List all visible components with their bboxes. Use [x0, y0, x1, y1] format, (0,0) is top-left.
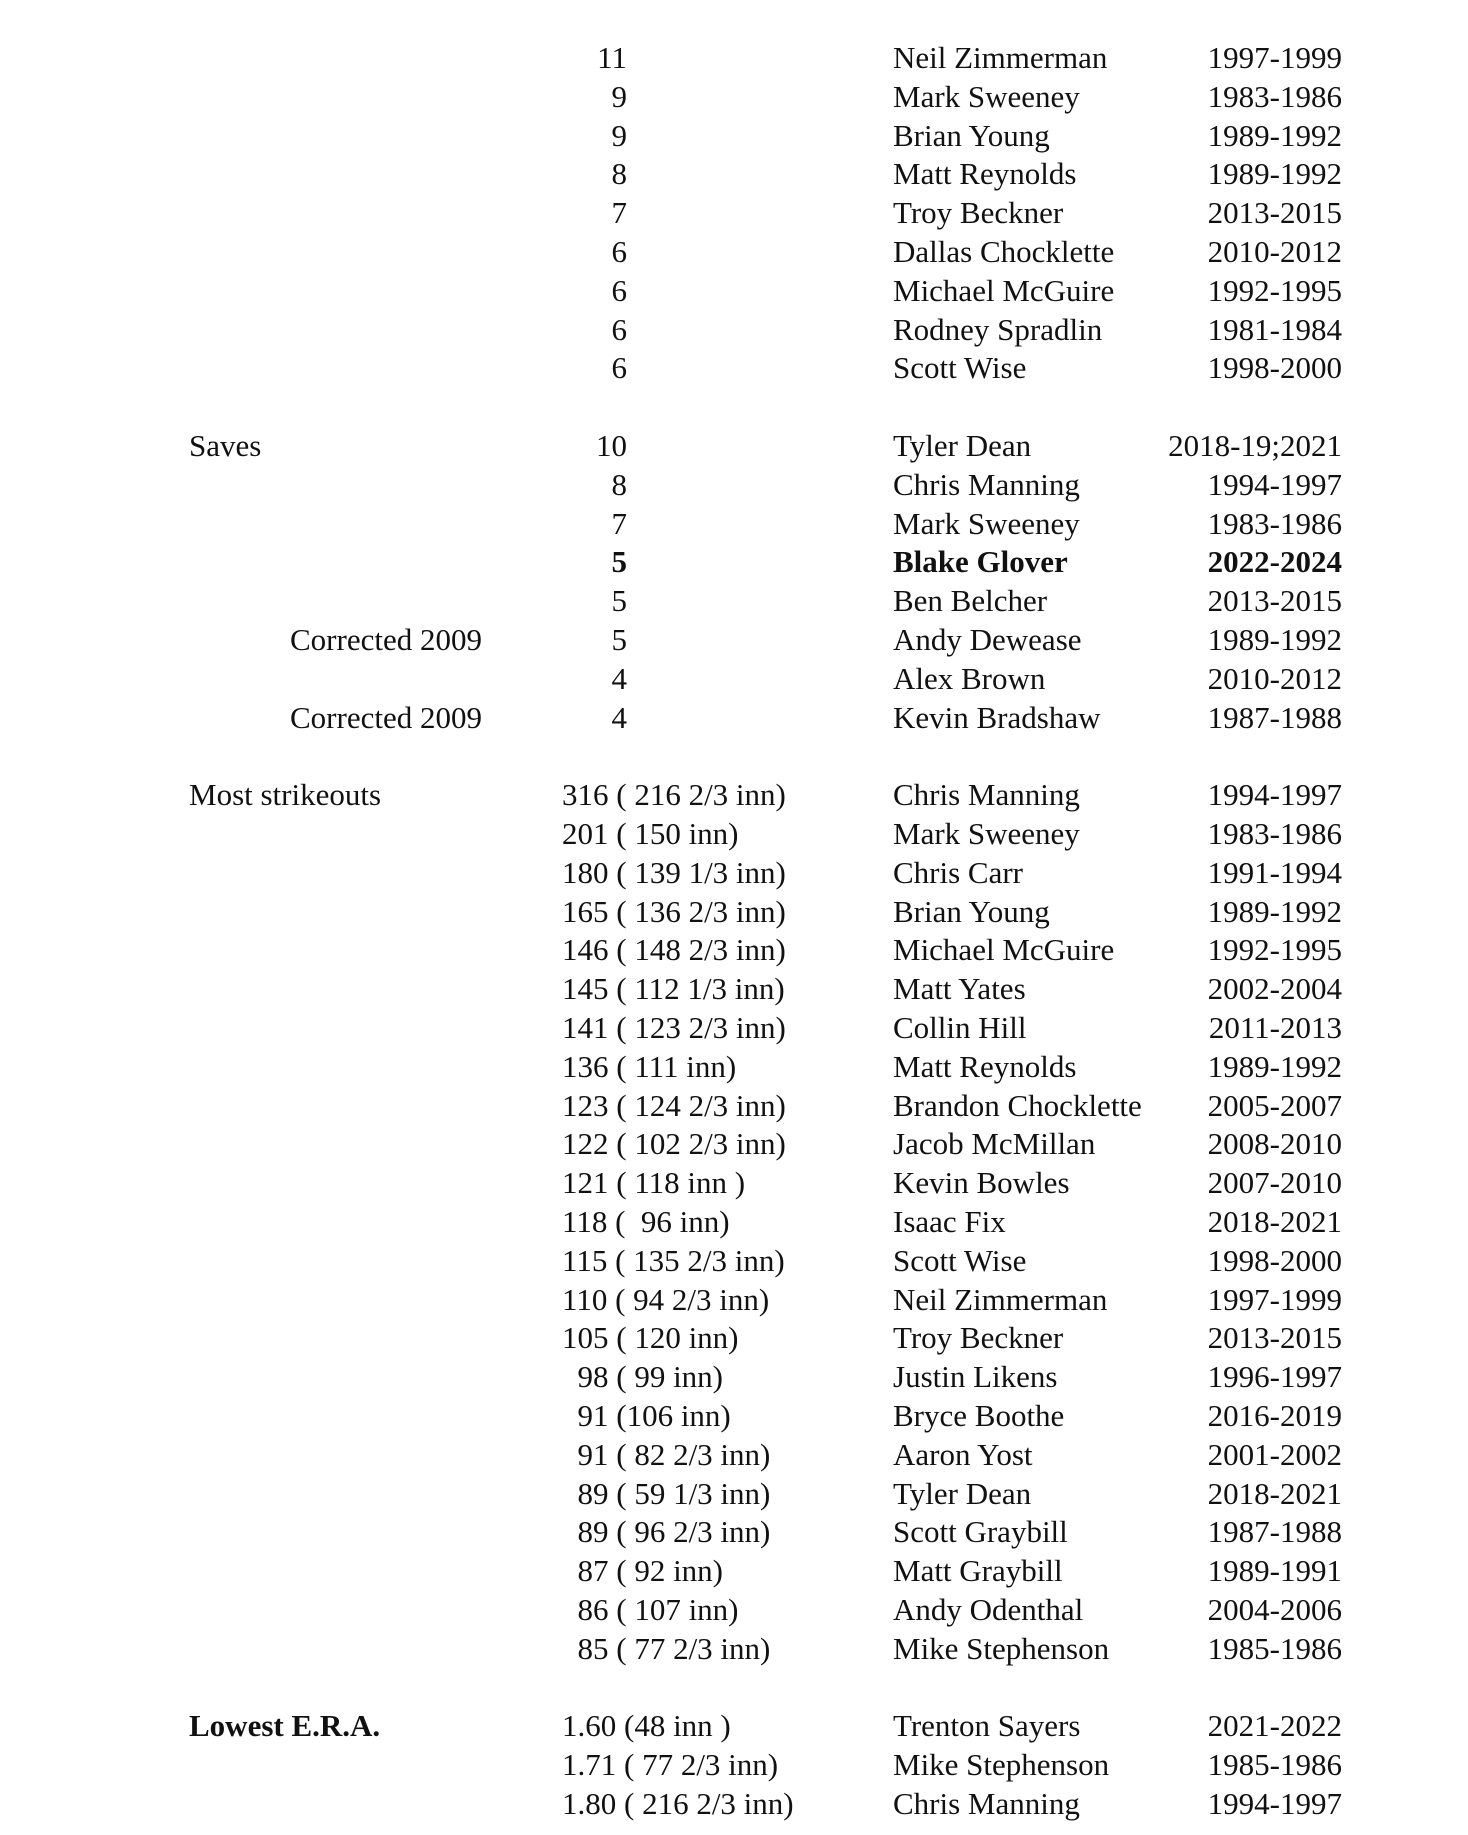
- record-row: [0, 1163, 1468, 1202]
- years-played: 1994-1997: [1207, 1786, 1342, 1821]
- player-name: Andy Dewease: [893, 622, 1082, 657]
- years-played: 2007-2010: [1207, 1165, 1342, 1201]
- record-row: [0, 232, 1468, 271]
- record-value: 85 ( 77 2/3 inn): [562, 1630, 771, 1666]
- record-row: [0, 504, 1468, 543]
- record-row: [0, 193, 1468, 232]
- player-name: Mark Sweeney: [893, 505, 1080, 541]
- record-value: 7: [611, 195, 627, 231]
- record-row: [0, 310, 1468, 349]
- player-name: Neil Zimmerman: [893, 40, 1108, 75]
- record-row: [0, 1047, 1468, 1086]
- player-name: Chris Manning: [893, 1786, 1080, 1821]
- record-value: 141 ( 123 2/3 inn): [562, 1010, 786, 1045]
- player-name: Scott Wise: [893, 350, 1027, 386]
- years-played: 2001-2002: [1207, 1436, 1342, 1472]
- record-row: [0, 1396, 1468, 1435]
- years-played: 2016-2019: [1207, 1398, 1342, 1433]
- record-value: 8: [611, 156, 627, 192]
- years-played: 2010-2012: [1207, 660, 1342, 696]
- record-row: [0, 814, 1468, 853]
- player-name: Troy Beckner: [893, 1320, 1064, 1356]
- record-row: [0, 1629, 1468, 1668]
- record-value: 1.80 ( 216 2/3 inn): [562, 1786, 794, 1821]
- record-row: [0, 1551, 1468, 1590]
- record-row: [0, 1241, 1468, 1280]
- years-played: 1983-1986: [1207, 816, 1342, 851]
- years-played: 1981-1984: [1207, 311, 1342, 347]
- player-name: Chris Carr: [893, 854, 1024, 890]
- record-row: [0, 620, 1468, 659]
- years-played: 2018-2021: [1207, 1204, 1342, 1239]
- record-value: 91 (106 inn): [562, 1398, 731, 1433]
- player-name: Mike Stephenson: [893, 1630, 1110, 1666]
- years-played: 1994-1997: [1207, 777, 1342, 813]
- player-name: Scott Wise: [893, 1242, 1027, 1278]
- record-row: [0, 1280, 1468, 1319]
- years-played: 2018-19;2021: [1168, 428, 1342, 463]
- record-row: [0, 581, 1468, 620]
- player-name: Bryce Boothe: [893, 1398, 1065, 1433]
- record-value: 316 ( 216 2/3 inn): [562, 777, 786, 813]
- record-row: [0, 853, 1468, 892]
- record-value: 118 ( 96 inn): [562, 1204, 730, 1239]
- record-row: [0, 1357, 1468, 1396]
- player-name: Neil Zimmerman: [893, 1281, 1108, 1317]
- player-name: Kevin Bowles: [893, 1165, 1070, 1201]
- years-played: 1983-1986: [1207, 505, 1342, 541]
- record-value: 136 ( 111 inn): [562, 1048, 737, 1084]
- years-played: 2022-2024: [1207, 544, 1342, 580]
- record-value: 180 ( 139 1/3 inn): [562, 854, 786, 890]
- category-label: Most strikeouts: [189, 777, 382, 813]
- years-played: 2013-2015: [1207, 195, 1342, 231]
- record-row: [0, 698, 1468, 737]
- record-value: 105 ( 120 inn): [562, 1320, 739, 1356]
- years-played: 2002-2004: [1207, 971, 1342, 1007]
- record-value: 9: [611, 117, 627, 153]
- record-value: 6: [611, 272, 627, 308]
- years-played: 1987-1988: [1207, 1514, 1342, 1550]
- record-row: [0, 154, 1468, 193]
- record-row: [0, 659, 1468, 698]
- player-name: Matt Yates: [893, 971, 1026, 1007]
- record-value: 110 ( 94 2/3 inn): [562, 1281, 770, 1317]
- years-played: 1989-1992: [1207, 893, 1342, 929]
- player-name: Rodney Spradlin: [893, 311, 1103, 347]
- player-name: Matt Graybill: [893, 1553, 1063, 1589]
- record-value: 5: [611, 544, 627, 580]
- player-name: Alex Brown: [893, 660, 1046, 696]
- record-value: 1.71 ( 77 2/3 inn): [562, 1747, 779, 1783]
- years-played: 1992-1995: [1207, 272, 1342, 308]
- record-row: [0, 1202, 1468, 1241]
- record-value: 201 ( 150 inn): [562, 816, 739, 851]
- years-played: 1991-1994: [1207, 854, 1342, 890]
- years-played: 1989-1992: [1207, 117, 1342, 153]
- player-name: Aaron Yost: [893, 1436, 1033, 1472]
- years-played: 1996-1997: [1207, 1359, 1342, 1395]
- record-row: [0, 1474, 1468, 1513]
- years-played: 2008-2010: [1207, 1126, 1342, 1162]
- record-row: [0, 1318, 1468, 1357]
- record-row: [0, 1706, 1468, 1745]
- player-name: Chris Manning: [893, 466, 1080, 502]
- record-value: 11: [597, 40, 627, 75]
- record-value: 6: [611, 350, 627, 386]
- years-played: 1994-1997: [1207, 466, 1342, 502]
- record-value: 87 ( 92 inn): [562, 1553, 724, 1589]
- years-played: 1989-1992: [1207, 622, 1342, 657]
- record-row: [0, 38, 1468, 77]
- player-name: Scott Graybill: [893, 1514, 1068, 1550]
- record-row: [0, 1124, 1468, 1163]
- record-row: [0, 542, 1468, 581]
- player-name: Chris Manning: [893, 777, 1080, 813]
- correction-note: Corrected 2009: [290, 699, 482, 735]
- player-name: Trenton Sayers: [893, 1708, 1081, 1744]
- player-name: Troy Beckner: [893, 195, 1064, 231]
- player-name: Michael McGuire: [893, 272, 1115, 308]
- years-played: 1992-1995: [1207, 932, 1342, 968]
- category-label: Saves: [189, 428, 262, 463]
- record-value: 89 ( 96 2/3 inn): [562, 1514, 771, 1550]
- record-row: [0, 930, 1468, 969]
- record-row: [0, 1008, 1468, 1047]
- player-name: Dallas Chocklette: [893, 234, 1115, 269]
- player-name: Ben Belcher: [893, 583, 1048, 619]
- player-name: Mike Stephenson: [893, 1747, 1110, 1783]
- player-name: Tyler Dean: [893, 428, 1032, 463]
- correction-note: Corrected 2009: [290, 622, 482, 657]
- record-value: 6: [611, 234, 627, 269]
- player-name: Blake Glover: [893, 544, 1068, 580]
- years-played: 2013-2015: [1207, 583, 1342, 619]
- record-row: [0, 969, 1468, 1008]
- years-played: 1997-1999: [1207, 1281, 1342, 1317]
- record-row: [0, 348, 1468, 387]
- record-row: [0, 1590, 1468, 1629]
- player-name: Brandon Chocklette: [893, 1087, 1142, 1123]
- player-name: Matt Reynolds: [893, 156, 1077, 192]
- player-name: Matt Reynolds: [893, 1048, 1077, 1084]
- player-name: Brian Young: [893, 893, 1050, 929]
- years-played: 2013-2015: [1207, 1320, 1342, 1356]
- record-value: 146 ( 148 2/3 inn): [562, 932, 786, 968]
- record-value: 5: [611, 622, 627, 657]
- years-played: 1998-2000: [1207, 350, 1342, 386]
- years-played: 1985-1986: [1207, 1630, 1342, 1666]
- player-name: Mark Sweeney: [893, 816, 1080, 851]
- record-row: [0, 426, 1468, 465]
- years-played: 1989-1991: [1207, 1553, 1342, 1589]
- player-name: Jacob McMillan: [893, 1126, 1096, 1162]
- years-played: 1983-1986: [1207, 78, 1342, 114]
- record-value: 122 ( 102 2/3 inn): [562, 1126, 786, 1162]
- record-value: 4: [611, 699, 627, 735]
- record-row: [0, 465, 1468, 504]
- record-value: 121 ( 118 inn ): [562, 1165, 746, 1201]
- years-played: 1998-2000: [1207, 1242, 1342, 1278]
- record-value: 145 ( 112 1/3 inn): [562, 971, 785, 1007]
- record-value: 91 ( 82 2/3 inn): [562, 1436, 771, 1472]
- record-value: 4: [611, 660, 627, 696]
- years-played: 2004-2006: [1207, 1592, 1342, 1627]
- years-played: 2018-2021: [1207, 1475, 1342, 1511]
- player-name: Kevin Bradshaw: [893, 699, 1101, 735]
- record-row: [0, 1086, 1468, 1125]
- record-value: 165 ( 136 2/3 inn): [562, 893, 786, 929]
- record-value: 115 ( 135 2/3 inn): [562, 1242, 785, 1278]
- record-row: [0, 116, 1468, 155]
- record-value: 8: [611, 466, 627, 502]
- record-row: [0, 775, 1468, 814]
- years-played: 2010-2012: [1207, 234, 1342, 269]
- record-row: [0, 1435, 1468, 1474]
- record-value: 98 ( 99 inn): [562, 1359, 724, 1395]
- years-played: 1989-1992: [1207, 156, 1342, 192]
- player-name: Tyler Dean: [893, 1475, 1032, 1511]
- years-played: 2011-2013: [1208, 1010, 1342, 1045]
- record-value: 7: [611, 505, 627, 541]
- record-value: 123 ( 124 2/3 inn): [562, 1087, 786, 1123]
- years-played: 1985-1986: [1207, 1747, 1342, 1783]
- years-played: 1997-1999: [1207, 40, 1342, 75]
- years-played: 2021-2022: [1207, 1708, 1342, 1744]
- category-label: Lowest E.R.A.: [189, 1708, 381, 1744]
- player-name: Justin Likens: [893, 1359, 1058, 1395]
- record-row: [0, 892, 1468, 931]
- record-value: 5: [611, 583, 627, 619]
- record-value: 1.60 (48 inn ): [562, 1708, 731, 1744]
- record-row: [0, 1512, 1468, 1551]
- player-name: Collin Hill: [893, 1010, 1027, 1045]
- record-value: 6: [611, 311, 627, 347]
- years-played: 1989-1992: [1207, 1048, 1342, 1084]
- record-row: [0, 1784, 1468, 1823]
- record-value: 86 ( 107 inn): [562, 1592, 739, 1627]
- player-name: Brian Young: [893, 117, 1050, 153]
- record-row: [0, 271, 1468, 310]
- player-name: Michael McGuire: [893, 932, 1115, 968]
- record-value: 10: [596, 428, 627, 463]
- years-played: 1987-1988: [1207, 699, 1342, 735]
- record-value: 89 ( 59 1/3 inn): [562, 1475, 771, 1511]
- player-name: Andy Odenthal: [893, 1592, 1084, 1627]
- record-row: [0, 1745, 1468, 1784]
- years-played: 2005-2007: [1207, 1087, 1342, 1123]
- player-name: Isaac Fix: [893, 1204, 1006, 1239]
- player-name: Mark Sweeney: [893, 78, 1080, 114]
- record-row: [0, 77, 1468, 116]
- record-value: 9: [611, 78, 627, 114]
